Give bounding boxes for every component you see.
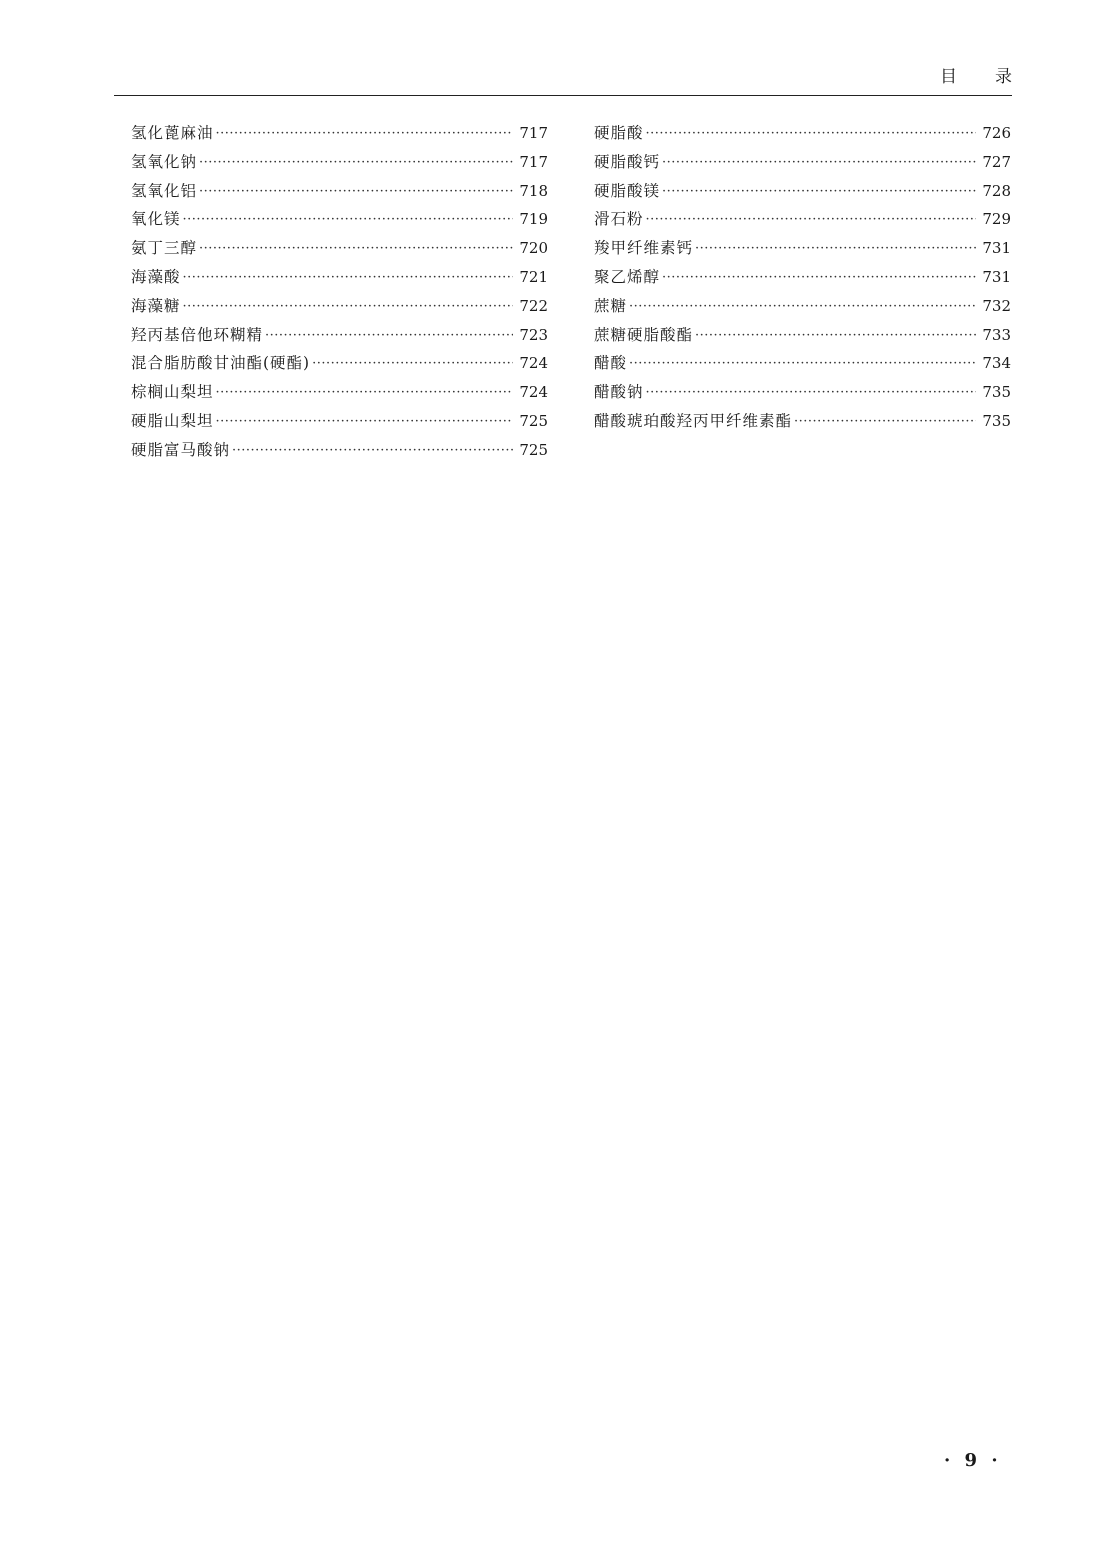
toc-entry[interactable] (594, 265, 1011, 294)
toc-leader-dots (216, 126, 514, 141)
toc-leader-dots (646, 385, 977, 400)
toc-entry[interactable] (131, 236, 548, 265)
toc-entry-page: 724 (519, 354, 548, 373)
toc-entry-title: 硬脂富马酸钠 (131, 440, 231, 459)
toc-entry-title: 棕榈山梨坦 (131, 383, 214, 402)
toc-entry-title: 氢化蓖麻油 (131, 124, 214, 142)
toc-leader-dots (646, 126, 977, 141)
toc-entry-title: 混合脂肪酸甘油酯(硬酯) (131, 354, 311, 373)
toc-leader-dots (662, 270, 976, 285)
page-number: · 9 · (944, 1450, 1002, 1471)
toc-entry-page: 735 (982, 411, 1011, 430)
toc-leader-dots (629, 356, 976, 371)
toc-entry-title: 硬脂酸 (594, 124, 644, 142)
toc-entry[interactable] (594, 409, 1011, 438)
toc-entry-page: 725 (519, 440, 548, 459)
toc-entry[interactable] (594, 121, 1011, 150)
toc-entry-title: 羧甲纤维素钙 (594, 239, 694, 258)
toc-entry-title: 氢氧化铝 (131, 181, 198, 200)
toc-entry[interactable] (131, 438, 548, 467)
toc-entry-page: 729 (982, 210, 1011, 229)
toc-leader-dots (662, 184, 976, 199)
toc-entry[interactable] (131, 409, 548, 438)
toc-entry-title: 海藻糖 (131, 296, 181, 315)
toc-entry-page: 724 (519, 383, 548, 402)
toc-entry[interactable] (594, 323, 1011, 352)
toc-entry-page: 717 (519, 124, 548, 142)
toc-entry-title: 海藻酸 (131, 267, 181, 286)
toc-entry[interactable] (594, 380, 1011, 409)
toc-leader-dots (216, 385, 514, 400)
toc-entry-title: 氨丁三醇 (131, 239, 198, 258)
toc-entry[interactable] (131, 179, 548, 208)
toc-entry-page: 726 (982, 124, 1011, 142)
toc-entry[interactable] (594, 236, 1011, 265)
toc-entry-title: 羟丙基倍他环糊精 (131, 325, 264, 344)
toc-entry-page: 721 (519, 267, 548, 286)
toc-column-left (131, 121, 548, 467)
toc-leader-dots (695, 241, 976, 256)
toc-entry-page: 717 (519, 152, 548, 171)
toc-entry-page: 723 (519, 325, 548, 344)
toc-entry-title: 蔗糖硬脂酸酯 (594, 325, 694, 344)
toc-entry-page: 735 (982, 383, 1011, 402)
toc-entry-page: 733 (982, 325, 1011, 344)
toc-entry-title: 氢氧化钠 (131, 152, 198, 171)
toc-leader-dots (794, 414, 976, 429)
toc-entry[interactable] (131, 207, 548, 236)
toc-entry[interactable] (131, 294, 548, 323)
toc-entry-title: 硬脂酸镁 (594, 181, 661, 200)
toc-entry[interactable] (131, 121, 548, 150)
toc-leader-dots (695, 328, 976, 343)
toc-entry-page: 728 (982, 181, 1011, 200)
toc-entry-page: 719 (519, 210, 548, 229)
header-rule (114, 95, 1012, 96)
toc-entry[interactable] (131, 323, 548, 352)
toc-entry[interactable] (131, 150, 548, 179)
toc-leader-dots (183, 270, 514, 285)
toc-leader-dots (199, 155, 513, 170)
toc-leader-dots (629, 299, 976, 314)
toc-entry-title: 醋酸 (594, 354, 628, 373)
toc-entry[interactable] (594, 294, 1011, 323)
toc-entry-page: 734 (982, 354, 1011, 373)
toc-entry-page: 732 (982, 296, 1011, 315)
toc-leader-dots (662, 155, 976, 170)
toc-entry-title: 聚乙烯醇 (594, 267, 661, 286)
toc-entry[interactable] (594, 150, 1011, 179)
toc-leader-dots (216, 414, 514, 429)
toc-entry[interactable] (131, 265, 548, 294)
toc-entry[interactable] (594, 207, 1011, 236)
toc-entry-title: 蔗糖 (594, 296, 628, 315)
toc-leader-dots (646, 212, 977, 227)
toc-entry-page: 727 (982, 152, 1011, 171)
toc-entry-title: 氧化镁 (131, 210, 181, 229)
toc-entry-page: 722 (519, 296, 548, 315)
toc-entry-page: 725 (519, 411, 548, 430)
toc-entry-title: 醋酸琥珀酸羟丙甲纤维素酯 (594, 411, 793, 430)
toc-entry-page: 718 (519, 181, 548, 200)
toc-entry-page: 731 (982, 239, 1011, 258)
toc-leader-dots (312, 356, 513, 371)
toc-entry[interactable] (594, 351, 1011, 380)
toc-entry-title: 醋酸钠 (594, 383, 644, 402)
toc-leader-dots (199, 184, 513, 199)
toc-leader-dots (183, 212, 514, 227)
page-header-title: 目录 (940, 67, 1050, 87)
toc-entry-page: 731 (982, 267, 1011, 286)
toc-entry-title: 硬脂山梨坦 (131, 411, 214, 430)
toc-entry-title: 滑石粉 (594, 210, 644, 229)
toc-entry[interactable] (131, 351, 548, 380)
toc-entry-title: 硬脂酸钙 (594, 152, 661, 171)
toc-leader-dots (183, 299, 514, 314)
toc-entry-page: 720 (519, 239, 548, 258)
toc-column-right (594, 121, 1011, 438)
toc-entry[interactable] (594, 179, 1011, 208)
toc-leader-dots (199, 241, 513, 256)
toc-leader-dots (232, 443, 513, 458)
toc-leader-dots (265, 328, 513, 343)
toc-entry[interactable] (131, 380, 548, 409)
